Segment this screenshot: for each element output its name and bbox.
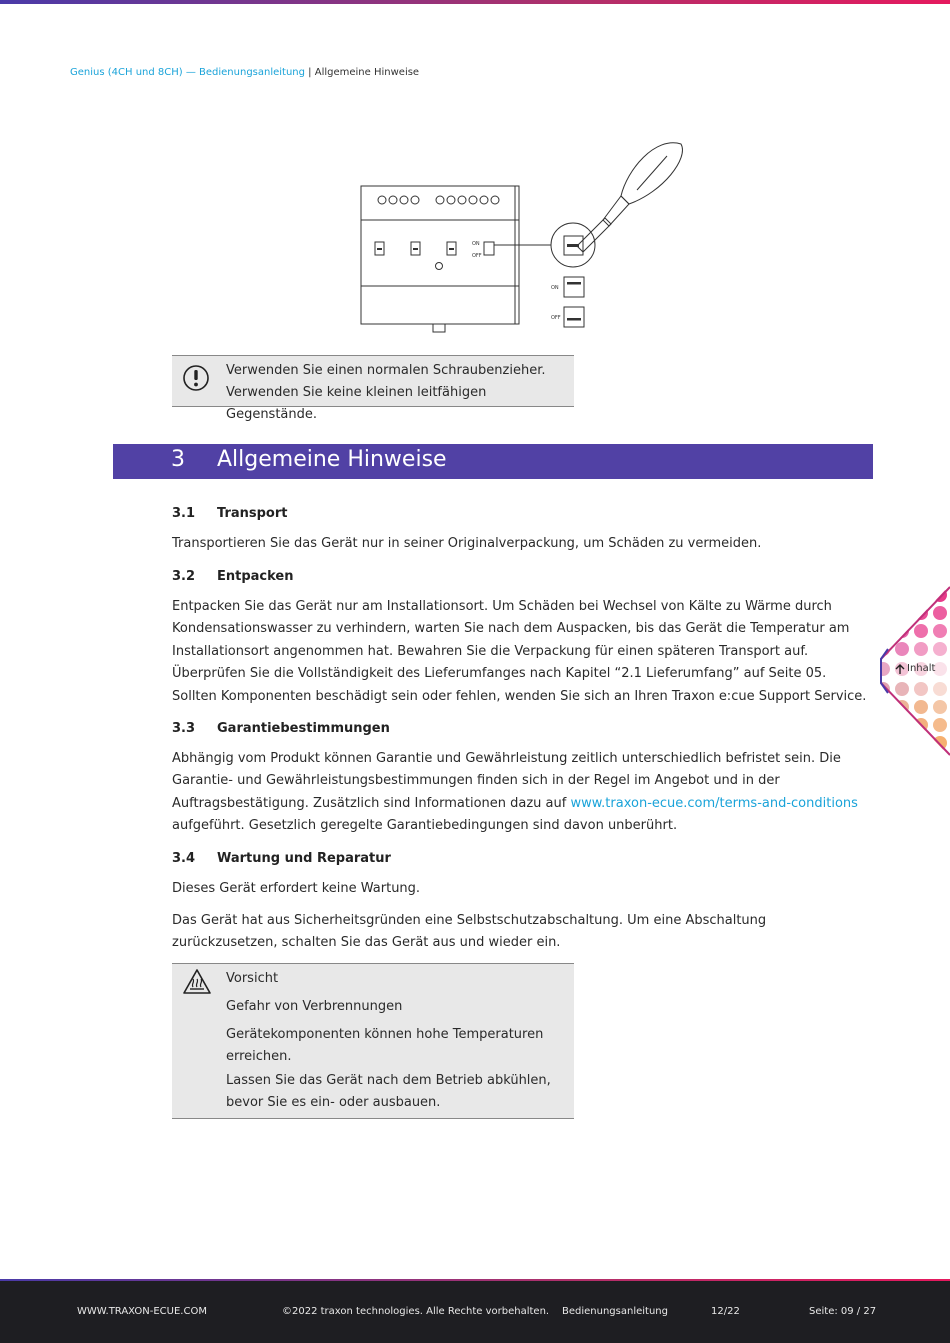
- caution-heading: Vorsicht: [226, 971, 279, 986]
- subsection-number: 3.1: [172, 506, 196, 521]
- paragraph-entpacken: [172, 596, 872, 708]
- paragraph-wartung-2: Das Gerät hat aus Sicherheitsgründen eine Selbstschutzabschaltung. Um eine Abschaltung zurückzusetzen, schalten Sie das Gerät aus und wieder ein.: [172, 913, 767, 951]
- subsection-heading-garantie: [172, 721, 390, 736]
- caution-line-1: Gefahr von Verbrennungen: [226, 999, 403, 1014]
- device-dip-switch-illustration: [355, 138, 690, 338]
- note-line-2: Verwenden Sie keine kleinen leitfähigen Gegenstände.: [226, 385, 487, 422]
- page-footer: [0, 1281, 950, 1343]
- subsection-title: Wartung und Reparatur: [217, 851, 391, 866]
- arrow-up-icon: [895, 664, 905, 675]
- terms-link[interactable]: www.traxon-ecue.com/terms-and-conditions: [570, 795, 858, 811]
- paragraph-entpacken-2: Überprüfen Sie die Vollständigkeit des Lieferumfanges nach Kapitel “2.1 Lieferumfang” auf Seite 05.: [172, 666, 827, 682]
- footer-copyright: ©2022 traxon technologies. Alle Rechte vorbehalten.: [282, 1306, 550, 1317]
- subsection-title: Garantiebestimmungen: [217, 721, 390, 736]
- breadcrumb-separator: |: [305, 67, 315, 78]
- toc-tab-label: Inhalt: [907, 663, 936, 674]
- paragraph-entpacken-3: Sollten Komponenten beschädigt sein oder fehlen, wenden Sie sich an Ihren Traxon e:cue Support Service.: [172, 688, 867, 704]
- paragraph-garantie: [172, 748, 872, 838]
- subsection-title: Entpacken: [217, 569, 294, 584]
- breadcrumb: [70, 67, 419, 78]
- note-line-1: Verwenden Sie einen normalen Schraubenzieher.: [226, 363, 546, 378]
- footer-website[interactable]: WWW.TRAXON-ECUE.COM: [77, 1306, 207, 1317]
- top-accent-bar: [0, 0, 950, 4]
- footer-date: 12/22: [711, 1306, 740, 1317]
- breadcrumb-link[interactable]: Genius (4CH und 8CH) — Bedienungsanleitung: [70, 67, 305, 78]
- section-title: Allgemeine Hinweise: [217, 447, 447, 472]
- paragraph-entpacken-1: Entpacken Sie das Gerät nur am Installationsort. Um Schäden bei Wechsel von Kälte zu Wärme durch Kondensationswasser zu verhindern, warten Sie nach dem Auspacken, bis das Gerät die Temperatur am Installationsort angenommen hat. Bewahren Sie die Verpackung für einen späteren Transport auf.: [172, 599, 850, 659]
- caution-note-box: [172, 963, 574, 1119]
- table-of-contents-tab[interactable]: [878, 585, 950, 757]
- footer-page-number: Seite: 09 / 27: [809, 1306, 877, 1317]
- subsection-number: 3.2: [172, 569, 196, 584]
- subsection-number: 3.3: [172, 721, 196, 736]
- switch-on-label: ON: [472, 241, 480, 247]
- subsection-title: Transport: [217, 506, 288, 521]
- exclamation-icon: [182, 364, 210, 392]
- subsection-number: 3.4: [172, 851, 196, 866]
- section-heading: [113, 444, 873, 479]
- subsection-heading-wartung: [172, 851, 391, 866]
- caution-line-2: Gerätekomponenten können hohe Temperaturen erreichen.: [226, 1027, 544, 1064]
- detail-on-label: ON: [551, 285, 559, 291]
- breadcrumb-current: Allgemeine Hinweise: [314, 67, 420, 78]
- footer-doc-type: Bedienungsanleitung: [562, 1306, 668, 1317]
- subsection-heading-transport: [172, 506, 288, 521]
- subsection-heading-entpacken: [172, 569, 294, 584]
- info-note-box: [172, 355, 574, 422]
- detail-off-label: OFF: [551, 315, 561, 321]
- garantie-text-after: aufgeführt. Gesetzlich geregelte Garantiebedingungen sind davon unberührt.: [172, 818, 678, 834]
- section-number: 3: [171, 447, 185, 472]
- paragraph-wartung-1: Dieses Gerät erfordert keine Wartung.: [172, 881, 421, 896]
- switch-off-label: OFF: [472, 253, 482, 259]
- hot-surface-warning-icon: [182, 968, 212, 995]
- paragraph-transport: Transportieren Sie das Gerät nur in seiner Originalverpackung, um Schäden zu vermeiden.: [172, 536, 762, 551]
- caution-line-3: Lassen Sie das Gerät nach dem Betrieb abkühlen, bevor Sie es ein- oder ausbauen.: [226, 1073, 551, 1110]
- garantie-text-before: Abhängig vom Produkt können Garantie und Gewährleistung zeitlich unterschiedlich befristet sein. Die Garantie- und Gewährleistungsbestimmungen finden sich in der Regel im Angebot und in der Auftragsbestätigung. Zusätzlich sind Informationen dazu auf: [172, 751, 841, 811]
